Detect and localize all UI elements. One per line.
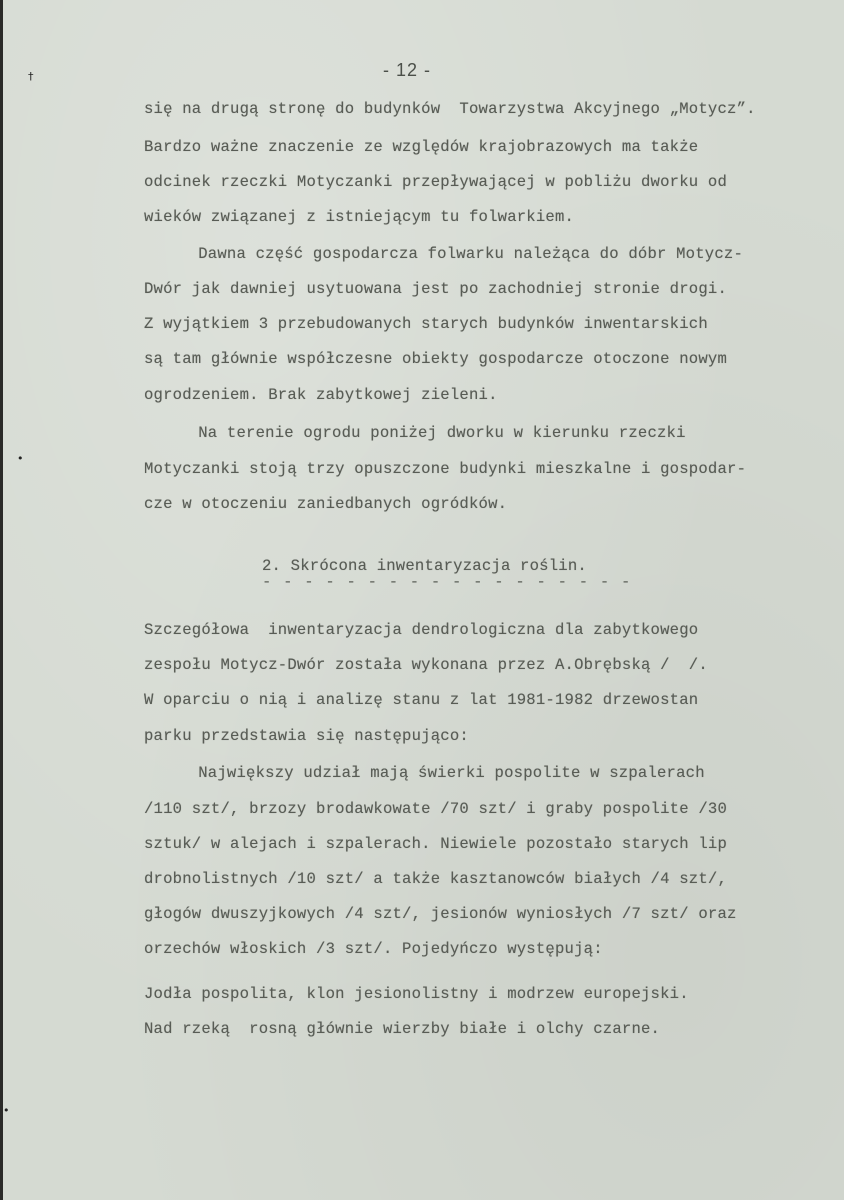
text-line: Jodła pospolita, klon jesionolistny i modrzew europejski. [144, 985, 689, 1003]
text-line: głogów dwuszyjkowych /4 szt/, jesionów wyniosłych /7 szt/ oraz [144, 905, 737, 923]
margin-mark: † [28, 70, 34, 83]
text-line: Szczegółowa inwentaryzacja dendrologiczna dla zabytkowego [144, 621, 699, 639]
text-line: cze w otoczeniu zaniedbanych ogródków. [144, 495, 508, 513]
text-line: się na drugą stronę do budynków Towarzystwa Akcyjnego „Motycz”. [144, 100, 756, 118]
text-line: Dawna część gospodarcza folwarku należąca do dóbr Motycz- [160, 245, 744, 263]
text-line: są tam głównie współczesne obiekty gospodarcze otoczone nowym [144, 350, 728, 368]
text-line: orzechów włoskich /3 szt/. Pojedyńczo występują: [144, 940, 603, 958]
text-line: Bardzo ważne znaczenie ze względów krajobrazowych ma także [144, 138, 699, 156]
text-line: sztuk/ w alejach i szpalerach. Niewiele pozostało starych lip [144, 835, 728, 853]
margin-mark: • [3, 1104, 10, 1117]
text-line: parku przedstawia się następująco: [144, 727, 469, 745]
scan-edge [0, 0, 3, 1200]
page-number: - 12 - [383, 60, 432, 80]
text-line: W oparciu o nią i analizę stanu z lat 1981-1982 drzewostan [144, 691, 699, 709]
text-line: Motyczanki stoją trzy opuszczone budynki mieszkalne i gospodar- [144, 460, 747, 478]
text-line: Na terenie ogrodu poniżej dworku w kierunku rzeczki [160, 424, 686, 442]
text-line: /110 szt/, brzozy brodawkowate /70 szt/ i graby pospolite /30 [144, 800, 728, 818]
text-line: ogrodzeniem. Brak zabytkowej zieleni. [144, 386, 498, 404]
text-line: drobnolistnych /10 szt/ a także kasztanowców białych /4 szt/, [144, 870, 728, 888]
text-line: Dwór jak dawniej usytuowana jest po zachodniej stronie drogi. [144, 280, 728, 298]
text-line: odcinek rzeczki Motyczanki przepływającej w pobliżu dworku od [144, 173, 728, 191]
text-line: Największy udział mają świerki pospolite w szpalerach [160, 764, 705, 782]
margin-mark: • [17, 452, 24, 465]
heading-underline: - - - - - - - - - - - - - - - - - - [262, 573, 632, 591]
section-heading: 2. Skrócona inwentaryzacja roślin. [262, 557, 587, 575]
text-line: Nad rzeką rosną głównie wierzby białe i olchy czarne. [144, 1020, 661, 1038]
text-line: zespołu Motycz-Dwór została wykonana przez A.Obrębską / /. [144, 656, 708, 674]
text-line: Z wyjątkiem 3 przebudowanych starych budynków inwentarskich [144, 315, 708, 333]
text-line: wieków związanej z istniejącym tu folwarkiem. [144, 208, 575, 226]
